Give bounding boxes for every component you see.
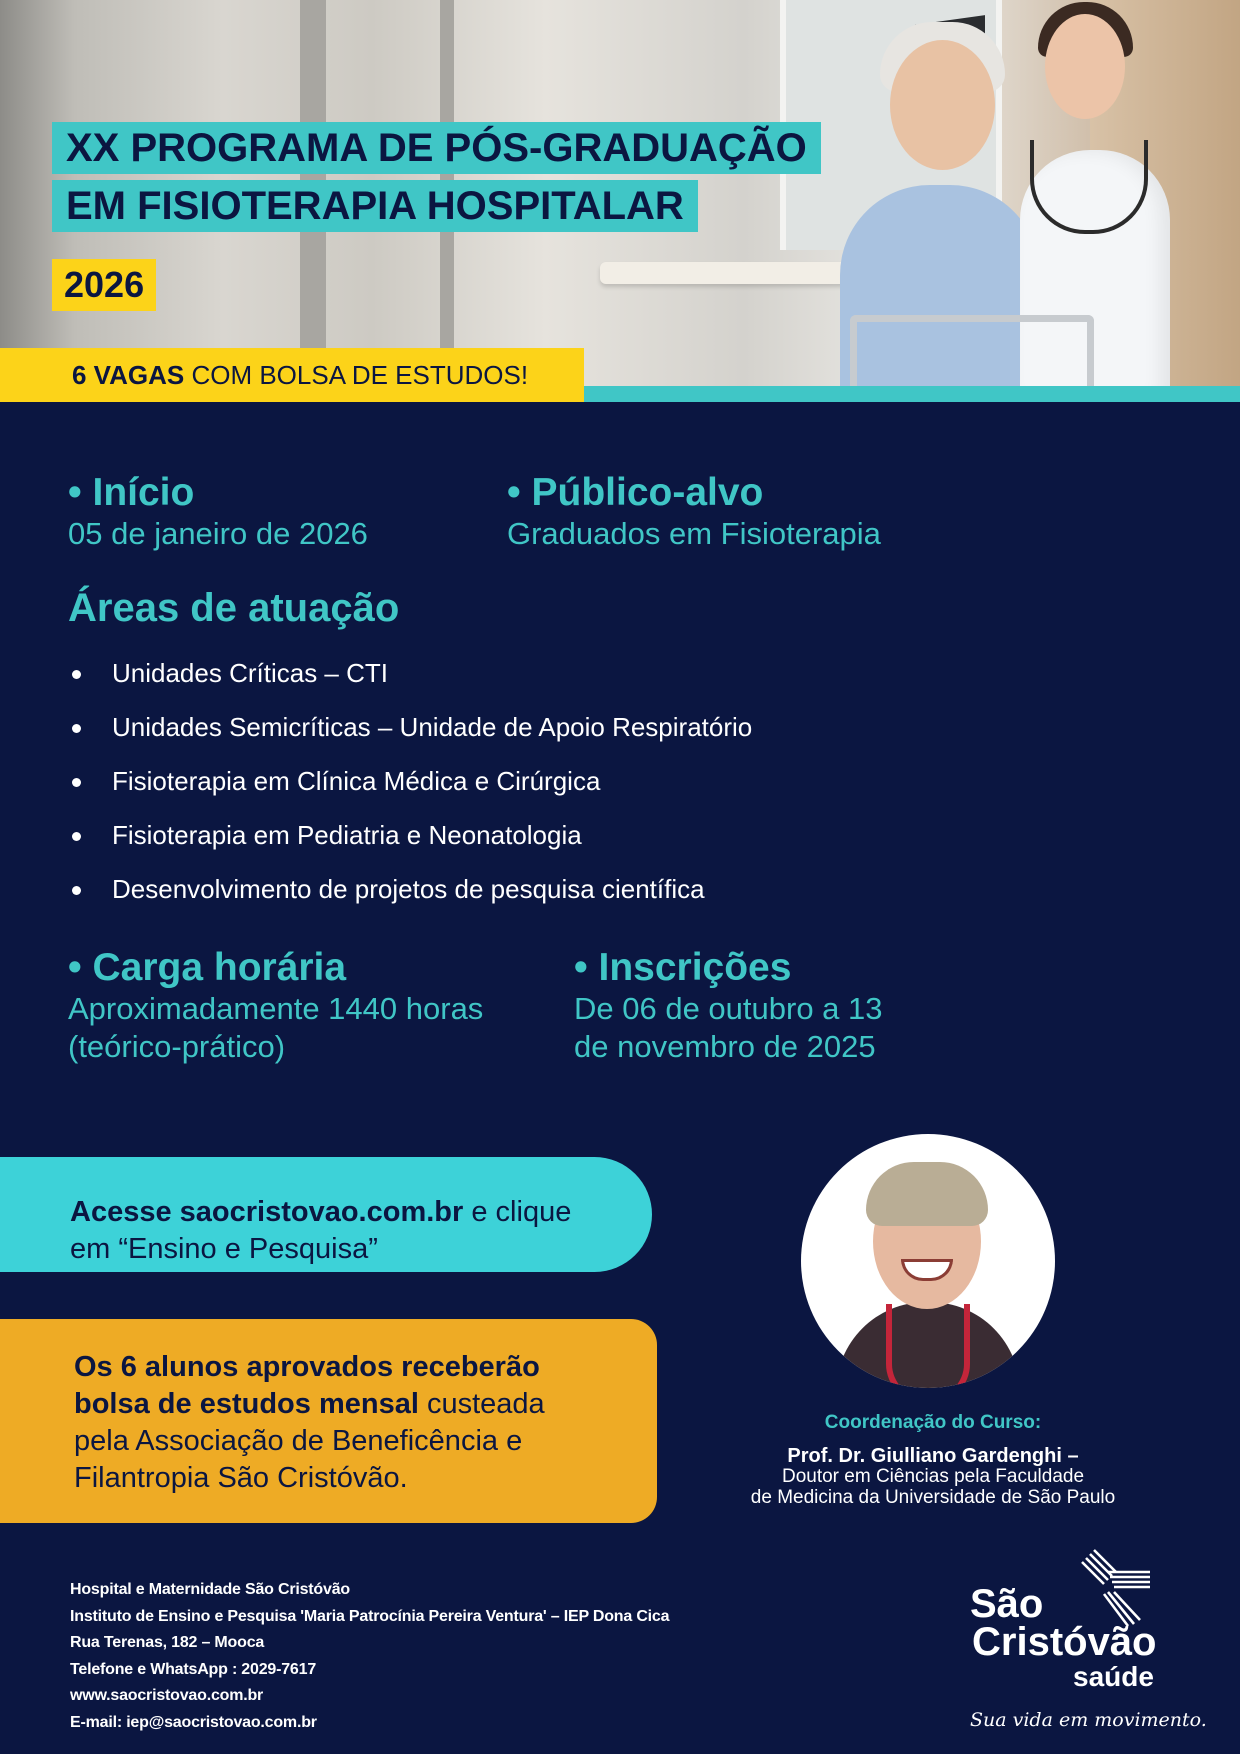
- logo-text-cristovao: Cristóvão: [972, 1620, 1157, 1664]
- handrail: [600, 262, 860, 284]
- footer-website[interactable]: www.saocristovao.com.br: [70, 1687, 264, 1704]
- logo-text-sao: São: [970, 1582, 1044, 1626]
- list-item: Fisioterapia em Clínica Médica e Cirúrgica: [68, 754, 752, 808]
- logo-text-saude: saúde: [1073, 1661, 1154, 1692]
- coordination-label: Coordenação do Curso:: [824, 1412, 1042, 1433]
- program-year: 2026: [52, 259, 156, 311]
- bolsa-line2: [74, 1386, 657, 1423]
- footer-phone: Telefone e WhatsApp : 2029-7617: [70, 1660, 317, 1678]
- coordinator-desc-line1: Doutor em Ciências pela Faculdade: [781, 1466, 1085, 1487]
- bolsa-text2: custeada: [418, 1388, 545, 1420]
- program-title-line2: EM FISIOTERAPIA HOSPITALAR: [52, 180, 698, 232]
- access-line2: em “Ensino e Pesquisa”: [70, 1233, 378, 1265]
- contact-info: [70, 1577, 669, 1736]
- inicio-heading: • Início: [68, 471, 195, 514]
- coordinator-lanyard: [886, 1304, 970, 1388]
- carga-line1: Aproximadamente 1440 horas: [68, 991, 484, 1026]
- bolsa-strong1: Os 6 alunos aprovados receberão: [74, 1351, 540, 1383]
- access-callout: [0, 1157, 652, 1272]
- footer-institute: Instituto de Ensino e Pesquisa 'Maria Patrocínia Pereira Ventura' – IEP Dona Cica: [70, 1607, 670, 1625]
- footer-address: Rua Terenas, 182 – Mooca: [70, 1634, 265, 1651]
- coordinator-hair: [866, 1162, 988, 1226]
- carga-heading: • Carga horária: [68, 946, 347, 989]
- footer-hospital: Hospital e Maternidade São Cristóvão: [70, 1581, 350, 1598]
- vagas-banner: [0, 348, 584, 402]
- coordinator-photo: [801, 1134, 1055, 1388]
- list-item: Desenvolvimento de projetos de pesquisa científica: [68, 862, 752, 916]
- bolsa-line1: [74, 1349, 657, 1386]
- access-line1: [70, 1194, 652, 1231]
- sao-cristovao-logo-icon: [1064, 1548, 1154, 1628]
- carga-line2: (teórico-prático): [68, 1029, 286, 1064]
- access-url: Acesse saocristovao.com.br: [70, 1196, 464, 1228]
- doctor-face: [1045, 14, 1125, 119]
- bolsa-line3: pela Associação de Beneficência e: [74, 1425, 523, 1457]
- publico-text: Graduados em Fisioterapia: [507, 516, 881, 551]
- areas-list: [68, 646, 752, 916]
- list-item: Fisioterapia em Pediatria e Neonatologia: [68, 808, 752, 862]
- bolsa-line4: Filantropia São Cristóvão.: [74, 1462, 408, 1494]
- coordinator-description: [713, 1466, 1153, 1508]
- inicio-text: 05 de janeiro de 2026: [68, 516, 368, 551]
- inscricoes-line2: de novembro de 2025: [574, 1029, 876, 1064]
- inscricoes-line1: De 06 de outubro a 13: [574, 991, 883, 1026]
- patient-face: [890, 40, 995, 170]
- coordinator-name: Prof. Dr. Giulliano Gardenghi –: [787, 1445, 1079, 1467]
- footer-email[interactable]: E-mail: iep@saocristovao.com.br: [70, 1713, 317, 1731]
- bolsa-strong2: bolsa de estudos mensal: [74, 1388, 419, 1420]
- slogan: Sua vida em movimento.: [970, 1709, 1207, 1731]
- bolsa-callout: [0, 1319, 657, 1523]
- program-title-line1: XX PROGRAMA DE PÓS-GRADUAÇÃO: [52, 122, 821, 174]
- list-item: Unidades Críticas – CTI: [68, 646, 752, 700]
- publico-heading: • Público-alvo: [507, 471, 764, 514]
- vagas-text: COM BOLSA DE ESTUDOS!: [184, 360, 529, 390]
- list-item: Unidades Semicríticas – Unidade de Apoio Respiratório: [68, 700, 752, 754]
- vagas-count: 6 VAGAS: [72, 360, 185, 390]
- inscricoes-heading: • Inscrições: [574, 946, 792, 989]
- coordinator-desc-line2: de Medicina da Universidade de São Paulo: [750, 1487, 1116, 1508]
- areas-title: Áreas de atuação: [68, 586, 400, 630]
- access-text: e clique: [463, 1196, 572, 1228]
